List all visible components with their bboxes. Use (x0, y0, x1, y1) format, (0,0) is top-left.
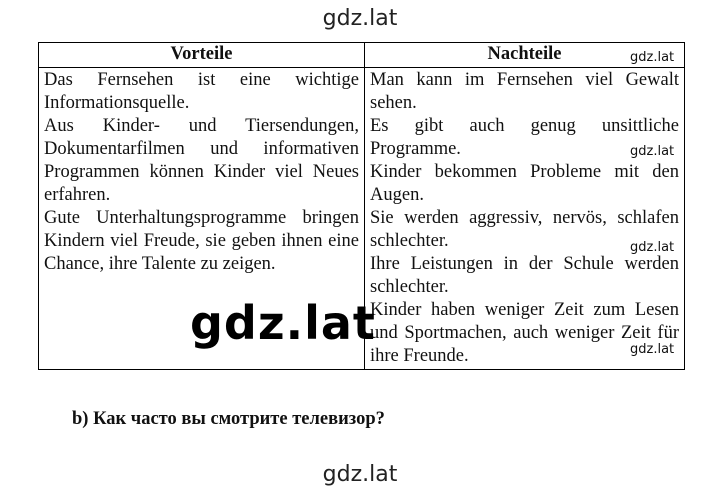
table-header-row (39, 43, 685, 68)
watermark-top: gdz.lat (322, 6, 398, 31)
watermark-small: gdz.lat (630, 342, 675, 357)
watermark-small: gdz.lat (630, 144, 675, 159)
nachteil-item: Kinder haben weniger Zeit zum Lesen und Sportmachen, auch weniger Zeit für ihre Freunde. (370, 300, 679, 366)
nachteil-item: Ihre Leistungen in der Schule werden schlechter. (370, 254, 679, 297)
watermark-small: gdz.lat (630, 240, 675, 255)
watermark-small: gdz.lat (630, 50, 675, 65)
vorteil-item: Das Fernsehen ist eine wichtige Informationsquelle. (44, 70, 359, 113)
header-nachteile: Nachteile (365, 43, 685, 68)
nachteil-item: Man kann im Fernsehen viel Gewalt sehen. (370, 70, 679, 113)
question-b: b) Как часто вы смотрите телевизор? (72, 409, 385, 429)
nachteil-item: Es gibt auch genug unsittliche Programme. (370, 116, 679, 159)
header-vorteile: Vorteile (39, 43, 365, 68)
vorteil-item: Aus Kinder- und Tiersendungen, Dokumentarfilmen und informativen Programmen können Kinder viel Neues erfahren. (44, 116, 359, 205)
nachteil-item: Kinder bekommen Probleme mit den Augen. (370, 162, 679, 205)
cell-nachteile (365, 68, 685, 370)
watermark-bottom: gdz.lat (322, 462, 398, 487)
nachteil-item: Sie werden aggressiv, nervös, schlafen schlechter. (370, 208, 679, 251)
vorteil-item: Gute Unterhaltungsprogramme bringen Kindern viel Freude, sie geben ihnen eine Chance, ihre Talente zu zeigen. (44, 208, 359, 274)
watermark-center: gdz.lat (190, 296, 376, 350)
